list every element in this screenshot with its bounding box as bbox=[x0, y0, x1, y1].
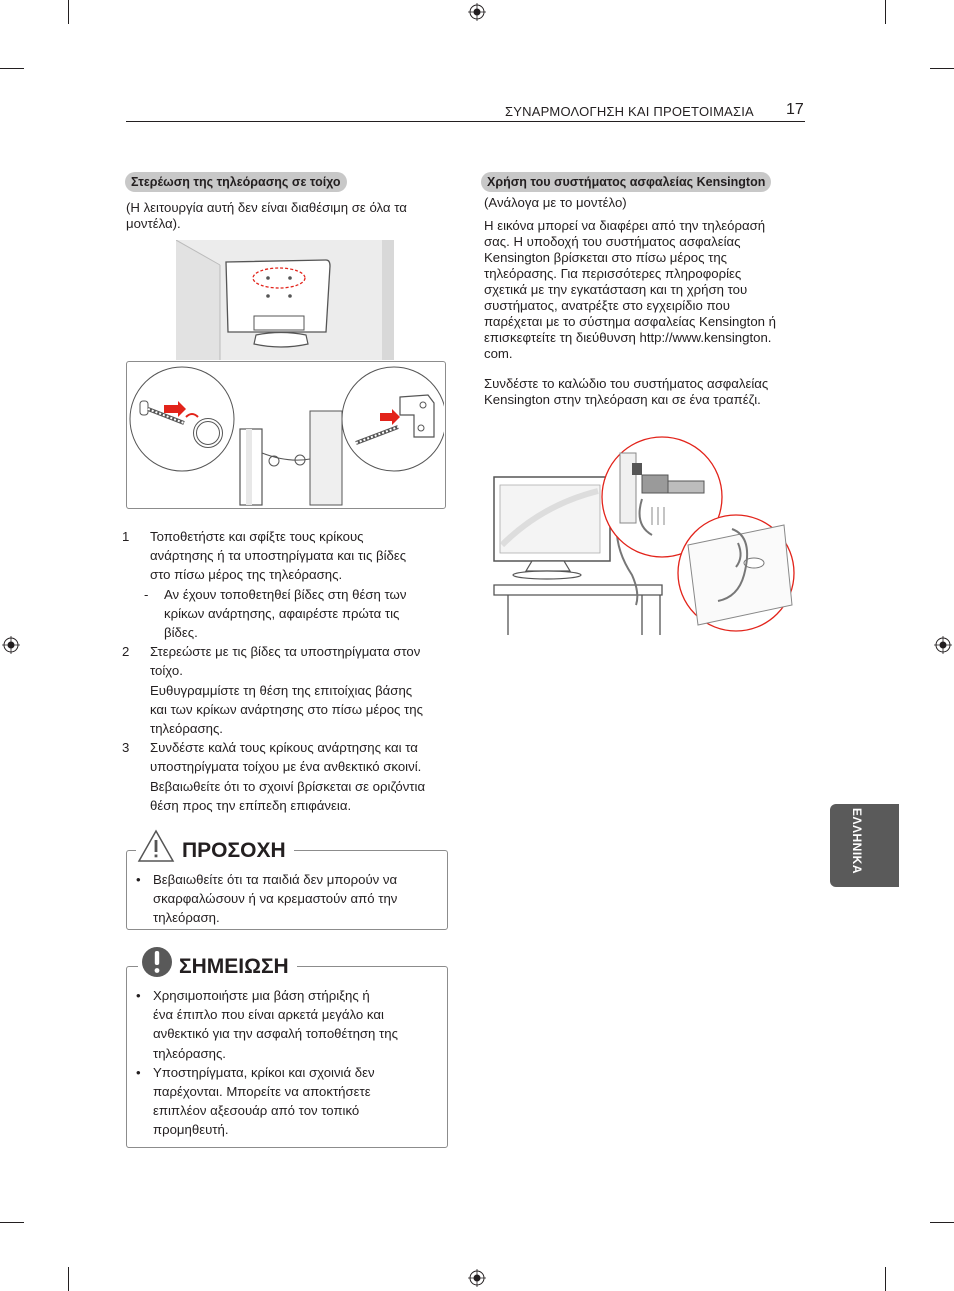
caution-item-text bbox=[136, 870, 436, 928]
step-line: τηλεόρασης. bbox=[150, 721, 223, 737]
note-line: προμηθευτή. bbox=[153, 1122, 229, 1138]
kensington-paragraph-1 bbox=[484, 218, 814, 362]
steps-list bbox=[122, 527, 452, 815]
bullet: • bbox=[136, 872, 141, 887]
wall-mount-intro: (Η λειτουργία αυτή δεν είναι διαθέσιμη σε όλα τα μοντέλα). bbox=[126, 200, 407, 231]
note-line: ανθεκτικό για την ασφαλή τοποθέτηση της bbox=[153, 1026, 398, 1042]
exclamation-circle-icon bbox=[138, 944, 176, 980]
paragraph-line: τηλεόρασης. Για περισσότερες πληροφορίες bbox=[484, 266, 742, 281]
step-1 bbox=[122, 527, 452, 585]
step-3 bbox=[122, 738, 452, 815]
step-line: κρίκων ανάρτησης, αφαιρέστε πρώτα τις bbox=[164, 605, 400, 621]
paragraph-line: com. bbox=[484, 346, 513, 361]
registration-mark-icon bbox=[468, 3, 486, 21]
section-heading-wall-mount: Στερέωση της τηλεόρασης σε τοίχο bbox=[125, 172, 347, 192]
crop-mark bbox=[930, 68, 954, 69]
registration-mark-icon bbox=[468, 1269, 486, 1287]
bullet: • bbox=[136, 988, 141, 1003]
kensington-subtitle: (Ανάλογα με το μοντέλο) bbox=[484, 195, 627, 210]
step-text bbox=[122, 642, 452, 738]
crop-mark bbox=[0, 1222, 24, 1223]
step-line: στο πίσω μέρος της τηλεόρασης. bbox=[150, 567, 343, 583]
crop-mark bbox=[68, 1267, 69, 1291]
step-line: τοίχο. bbox=[150, 663, 183, 679]
step-line: υποστηρίγματα τοίχου με ένα ανθεκτικό σκοινί. bbox=[150, 759, 422, 775]
crop-mark bbox=[68, 0, 69, 24]
caution-title: ΠΡΟΣΟΧΗ bbox=[176, 839, 294, 863]
bullet: • bbox=[136, 1064, 141, 1080]
section-heading-kensington: Χρήση του συστήματος ασφαλείας Kensington bbox=[481, 172, 771, 192]
step-text bbox=[122, 527, 452, 585]
paragraph-line: Kensington βρίσκεται στο πίσω μέρος της bbox=[484, 250, 728, 265]
note-line: επιπλέον αξεσουάρ από τον τοπικό bbox=[153, 1103, 360, 1119]
step-line: και των κρίκων ανάρτησης στο πίσω μέρος της bbox=[150, 701, 423, 717]
note-item-text bbox=[136, 986, 436, 1063]
caution-line: Βεβαιωθείτε ότι τα παιδιά δεν μπορούν να bbox=[153, 872, 398, 887]
step-line: Συνδέστε καλά τους κρίκους ανάρτησης και τα bbox=[150, 740, 418, 756]
tv-wall-illustration bbox=[176, 240, 394, 360]
paragraph-line: επισκεφτείτε τη διεύθυνση http://www.kensington. bbox=[484, 330, 772, 345]
note-item-text bbox=[136, 1063, 436, 1140]
note-title: ΣΗΜΕΙΩΣΗ bbox=[173, 955, 297, 979]
note-item bbox=[136, 1063, 436, 1140]
paragraph-line: συστήματος, ανατρέξτε στο εγχειρίδιο που bbox=[484, 298, 730, 313]
step-1-sub bbox=[122, 585, 452, 643]
registration-mark-icon bbox=[934, 636, 952, 654]
section-title: ΣΥΝΑΡΜΟΛΟΓΗΣΗ ΚΑΙ ΠΡΟΕΤΟΙΜΑΣΙΑ bbox=[505, 104, 754, 119]
header-rule bbox=[126, 121, 805, 122]
step-line: βίδες. bbox=[164, 625, 198, 641]
crop-mark bbox=[0, 68, 24, 69]
step-number: 1 bbox=[122, 529, 130, 544]
paragraph-line: Συνδέστε το καλώδιο του συστήματος ασφαλείας bbox=[484, 376, 769, 391]
note-line: ένα έπιπλο που είναι αρκετά μεγάλο και bbox=[153, 1007, 384, 1023]
language-tab bbox=[830, 804, 899, 887]
paragraph-line: σχετικά με την εγκατάσταση και τη χρήση του bbox=[484, 282, 748, 297]
step-line: Βεβαιωθείτε ότι το σχοινί βρίσκεται σε οριζόντια bbox=[150, 778, 426, 794]
note-item bbox=[136, 986, 436, 1063]
sub-marker: - bbox=[144, 586, 149, 602]
note-list bbox=[136, 986, 436, 1140]
paragraph-line: σας. Η υποδοχή του συστήματος ασφαλείας bbox=[484, 234, 741, 249]
language-tab-label: ΕΛΛΗΝΙΚΑ bbox=[850, 808, 864, 875]
note-line: Χρησιμοποιήστε μια βάση στήριξης ή bbox=[153, 988, 370, 1003]
caution-line: τηλεόραση. bbox=[153, 910, 220, 926]
step-line: Στερεώστε με τις βίδες τα υποστηρίγματα στον bbox=[150, 644, 421, 660]
kensington-paragraph-2 bbox=[484, 376, 814, 408]
step-text bbox=[122, 585, 452, 643]
note-line: τηλεόρασης. bbox=[153, 1045, 226, 1061]
step-line: Τοποθετήστε και σφίξτε τους κρίκους bbox=[150, 529, 364, 544]
warning-triangle-icon bbox=[136, 828, 176, 864]
paragraph-line: Kensington στην τηλεόραση και σε ένα τραπέζι. bbox=[484, 392, 761, 407]
step-line: θέση προς την επίπεδη επιφάνεια. bbox=[150, 797, 352, 813]
crop-mark bbox=[930, 1222, 954, 1223]
step-line: ανάρτησης ή τα υποστηρίγματα και τις βίδες bbox=[150, 548, 407, 564]
paragraph-line: Η εικόνα μπορεί να διαφέρει από την τηλεόρασή bbox=[484, 218, 766, 233]
step-line: Αν έχουν τοποθετηθεί βίδες στη θέση των bbox=[164, 586, 407, 602]
caution-item bbox=[136, 870, 436, 928]
paragraph-line: παρέχεται με το σύστημα ασφαλείας Kensington ή bbox=[484, 314, 777, 329]
crop-mark bbox=[885, 0, 886, 24]
crop-mark bbox=[885, 1267, 886, 1291]
step-number: 2 bbox=[122, 644, 130, 660]
step-line: Ευθυγραμμίστε τη θέση της επιτοίχιας βάσης bbox=[150, 682, 413, 698]
step-2 bbox=[122, 642, 452, 738]
step-text bbox=[122, 738, 452, 815]
note-line: Υποστηρίγματα, κρίκοι και σχοινιά δεν bbox=[153, 1064, 375, 1080]
caution-line: σκαρφαλώσουν ή να κρεμαστούν από την bbox=[153, 891, 398, 907]
page-number: 17 bbox=[786, 101, 804, 118]
eye-bolt-bracket-illustration bbox=[128, 363, 444, 507]
caution-list bbox=[136, 870, 436, 928]
kensington-lock-illustration bbox=[492, 425, 802, 635]
step-number: 3 bbox=[122, 740, 130, 756]
note-line: παρέχονται. Μπορείτε να αποκτήσετε bbox=[153, 1084, 371, 1100]
registration-mark-icon bbox=[2, 636, 20, 654]
